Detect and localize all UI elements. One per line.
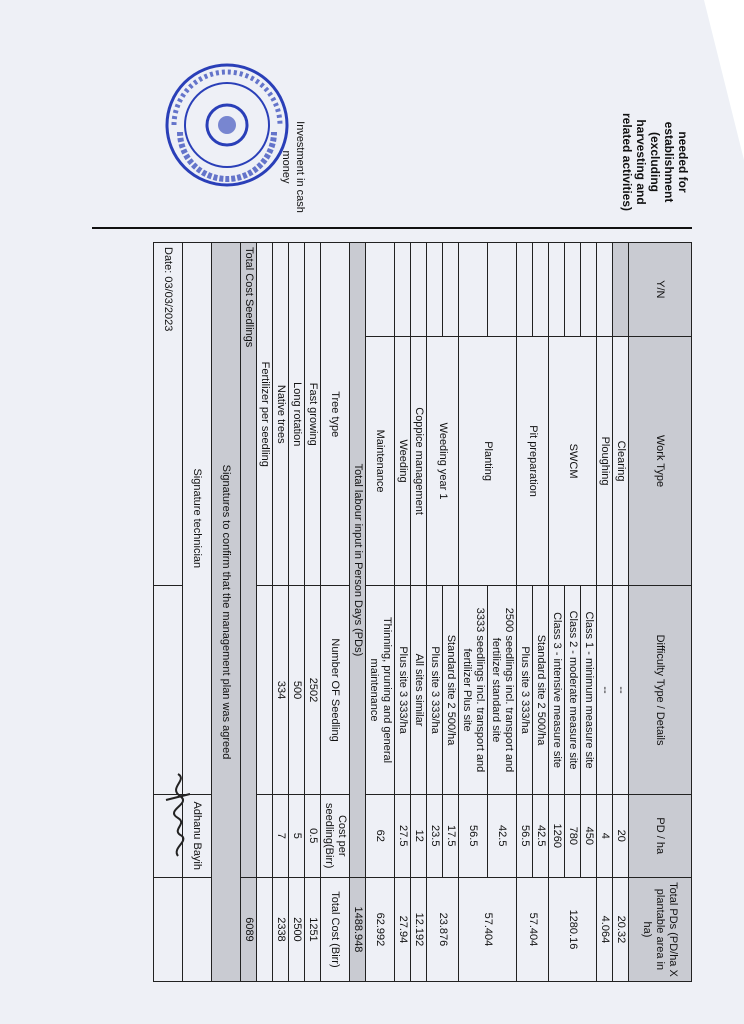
outer-rule: [92, 227, 692, 229]
seedling-row: Long rotation 500 5 2500: [289, 243, 305, 982]
date-text: Date: 03/03/2023: [154, 243, 183, 586]
labour-total-value: 1488.948: [350, 877, 366, 981]
signature-confirm-row: [212, 243, 241, 982]
table-row: Weeding year 1 Standard site 2 500/ha 17.5 23.876: [443, 243, 459, 982]
labour-table: [153, 242, 692, 982]
seedling-total-row: [241, 243, 257, 982]
table-row: Plus site 3 333/ha 23.5: [427, 243, 443, 982]
pd-ha-header: PD / ha: [629, 794, 692, 877]
official-stamp: [162, 60, 292, 190]
table-row: Maintenance Thinning, pruning and general maintenance 62 62.992: [366, 243, 395, 982]
signature-cell: [183, 877, 212, 981]
cost-per-header: Cost per seedling(Birr): [321, 794, 350, 877]
table-row: Class 2 - moderate measure site 780: [565, 243, 581, 982]
total-pds-header: Total PDs (PD/ha X plantable area in ha): [629, 877, 692, 981]
date-row: [154, 243, 183, 982]
table-row: Pit preparation Standard site 2 500/ha 42.5 57.404: [533, 243, 549, 982]
number-header: Number OF Seedling: [321, 586, 350, 794]
seedling-row: Fertilizer per seedling: [257, 243, 273, 982]
table-row: Class 3 - intensive measure site 1260: [549, 243, 565, 982]
table-row: Weeding Plus site 3 333/ha 27.5 27.94: [395, 243, 411, 982]
yn-header: Y/N: [629, 243, 692, 337]
header-row: [629, 243, 692, 982]
labour-total-label: Total labour input in Person Days (PDs): [350, 243, 366, 878]
table-row: Ploughing -- 4 4.064: [597, 243, 613, 982]
seedling-header-row: [321, 243, 350, 982]
signature-confirm-text: Signatures to confirm that the management plan was agreed: [212, 243, 241, 982]
seedling-total-value: 6089: [241, 877, 257, 981]
table-row: Planting 2500 seedlings incl. transport and fertilizer standard site 42.5 57.404: [488, 243, 517, 982]
tree-type-header: Tree type: [321, 243, 350, 586]
establishment-label: needed for establishment (excluding harvesting and related activities): [620, 112, 690, 212]
table-row: SWCM Class 1 - minimum measure site 450 1280.16: [581, 243, 597, 982]
table-row: Clearing -- 20 20.32: [613, 243, 629, 982]
seedling-row: Fast growing 2502 0.5 1251: [305, 243, 321, 982]
seedling-total-label: Total Cost Seedlings: [241, 243, 257, 878]
investment-label: Investment in cash money: [280, 121, 306, 213]
table-row: Plus site 3 333/ha 56.5: [517, 243, 533, 982]
signature-row: [183, 243, 212, 982]
signature-technician-label: Signature technician: [183, 243, 212, 795]
seedling-row: Native trees 334 7 2338: [273, 243, 289, 982]
total-cost-header: Total Cost (Birr): [321, 877, 350, 981]
technician-name: Adhanu Bayih: [183, 794, 212, 877]
table-row: Coppice management All sites similar 12 12.192: [411, 243, 427, 982]
stamp-emblem-center: [218, 116, 236, 134]
work-type-header: Work Type: [629, 336, 692, 586]
stamp-lettering-bottom: [180, 132, 274, 179]
table-row: 3333 seedlings incl. transport and fertilizer Plus site 56.5: [459, 243, 488, 982]
difficulty-header: Difficulty Type / Details: [629, 586, 692, 794]
labour-total-row: [350, 243, 366, 982]
signature-stroke: [166, 774, 190, 856]
handwritten-signature: [158, 770, 198, 860]
